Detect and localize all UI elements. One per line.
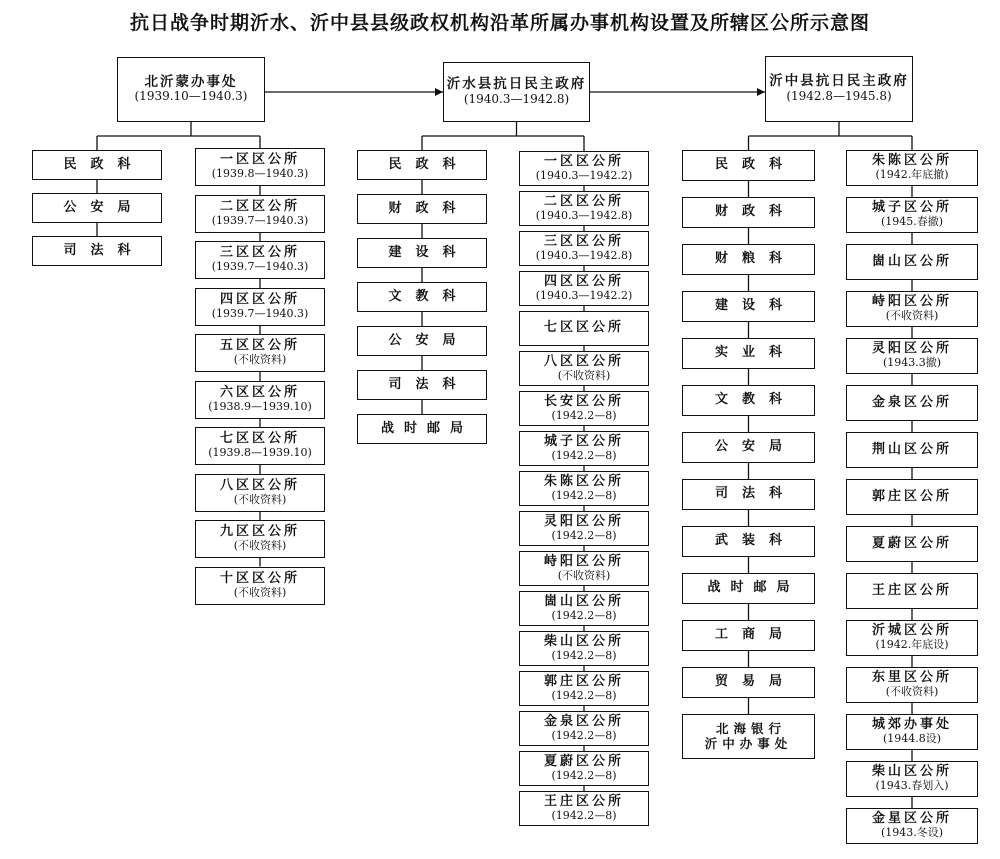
district-box-note: (不收资料) bbox=[233, 585, 287, 599]
department-box-label: 民政科 bbox=[63, 156, 145, 172]
district-box-label: 夏蔚区公所 bbox=[543, 753, 624, 769]
district-box-label: 峙阳区公所 bbox=[871, 294, 952, 310]
district-box-label: 七区区公所 bbox=[219, 431, 300, 447]
district-box-label: 灵阳区公所 bbox=[543, 513, 624, 529]
district-box-note: (1942.2—8) bbox=[551, 688, 617, 702]
district-box-label: 夏蔚区公所 bbox=[871, 535, 952, 551]
department-box bbox=[682, 150, 815, 181]
district-box-label: 十区区公所 bbox=[219, 570, 300, 586]
district-box-label: 郭庄区公所 bbox=[543, 673, 624, 689]
department-box bbox=[682, 526, 815, 557]
district-box-label: 三区区公所 bbox=[219, 245, 300, 261]
district-box bbox=[846, 244, 978, 280]
department-box bbox=[682, 291, 815, 322]
department-box bbox=[357, 414, 487, 444]
district-box bbox=[195, 520, 325, 558]
arrowhead-icon bbox=[435, 88, 443, 96]
department-box-label: 文教科 bbox=[714, 392, 796, 408]
district-box-note: (不收资料) bbox=[233, 353, 287, 367]
district-box-note: (1940.3—1942.2) bbox=[535, 168, 633, 182]
district-box bbox=[846, 573, 978, 609]
district-box bbox=[195, 567, 325, 605]
district-box-note: (1940.3—1942.2) bbox=[535, 288, 633, 302]
department-box-label: 公安局 bbox=[388, 332, 470, 348]
district-box bbox=[195, 427, 325, 465]
district-box-label: 七区区公所 bbox=[543, 320, 624, 336]
district-box bbox=[519, 711, 649, 746]
district-box-note: (1942.年底撤) bbox=[875, 168, 949, 182]
district-box bbox=[846, 338, 978, 374]
government-box-label: 沂水县抗日民主政府 bbox=[446, 76, 587, 93]
district-box-label: 六区区公所 bbox=[219, 384, 300, 400]
department-box bbox=[357, 150, 487, 180]
district-box bbox=[846, 526, 978, 562]
district-box bbox=[846, 432, 978, 468]
district-box bbox=[195, 334, 325, 372]
district-box-note: (1943.冬设) bbox=[880, 826, 944, 840]
district-box-label: 峙阳区公所 bbox=[543, 553, 624, 569]
department-box-label: 司法科 bbox=[388, 376, 470, 392]
district-box bbox=[195, 288, 325, 326]
district-box-label: 五区区公所 bbox=[219, 338, 300, 354]
district-box-label: 一区区公所 bbox=[543, 153, 624, 169]
district-box bbox=[846, 150, 978, 186]
district-box-note: (1942.2—8) bbox=[551, 648, 617, 662]
department-box-label: 公安局 bbox=[63, 199, 145, 215]
district-box-label: 朱陈区公所 bbox=[543, 473, 624, 489]
department-box bbox=[357, 282, 487, 312]
district-box-label: 长安区公所 bbox=[543, 393, 624, 409]
district-box-note: (1939.7—1940.3) bbox=[211, 260, 309, 274]
department-box-label: 财粮科 bbox=[714, 251, 796, 267]
department-box-label: 文教科 bbox=[388, 288, 470, 304]
department-box bbox=[32, 193, 162, 223]
district-box-note: (1942.2—8) bbox=[551, 448, 617, 462]
district-box bbox=[519, 751, 649, 786]
district-box-label: 王庄区公所 bbox=[543, 793, 624, 809]
district-box-note: (1943.春划入) bbox=[875, 779, 949, 793]
district-box-note: (1939.7—1940.3) bbox=[211, 213, 309, 227]
district-box-note: (1940.3—1942.8) bbox=[535, 208, 633, 222]
district-box-label: 荆山区公所 bbox=[871, 441, 952, 457]
department-box bbox=[682, 620, 815, 651]
department-box bbox=[32, 150, 162, 180]
district-box-label: 金泉区公所 bbox=[871, 394, 952, 410]
government-box-note: (1942.8—1945.8) bbox=[786, 88, 892, 103]
department-box bbox=[682, 385, 815, 416]
district-box-label: 东里区公所 bbox=[871, 670, 952, 686]
district-box-note: (1938.9—1939.10) bbox=[208, 399, 312, 413]
district-box bbox=[846, 197, 978, 233]
district-box-label: 金泉区公所 bbox=[543, 713, 624, 729]
district-box bbox=[519, 151, 649, 186]
district-box-label: 四区区公所 bbox=[543, 273, 624, 289]
district-box bbox=[519, 191, 649, 226]
district-box-note: (1942.年底设) bbox=[875, 638, 949, 652]
district-box-note: (不收资料) bbox=[885, 685, 939, 699]
district-box bbox=[519, 551, 649, 586]
department-box-label: 建设科 bbox=[388, 244, 470, 260]
district-box bbox=[519, 591, 649, 626]
government-box-note: (1939.10—1940.3) bbox=[134, 89, 248, 104]
district-box-label: 城子区公所 bbox=[543, 433, 624, 449]
department-box-label: 实业科 bbox=[714, 345, 796, 361]
district-box bbox=[519, 311, 649, 346]
department-box bbox=[32, 236, 162, 266]
department-box bbox=[682, 338, 815, 369]
district-box bbox=[846, 714, 978, 750]
department-box-label: 战时邮局 bbox=[707, 580, 800, 596]
government-box bbox=[765, 56, 913, 122]
district-box-label: 二区区公所 bbox=[219, 198, 300, 214]
district-box-label: 崮山区公所 bbox=[543, 593, 624, 609]
department-box-label: 贸易局 bbox=[714, 674, 796, 690]
district-box bbox=[519, 231, 649, 266]
government-box bbox=[117, 57, 265, 122]
department-box-label: 建设科 bbox=[714, 298, 796, 314]
district-box bbox=[519, 431, 649, 466]
district-box bbox=[519, 671, 649, 706]
district-box bbox=[519, 351, 649, 386]
district-box bbox=[195, 241, 325, 279]
district-box bbox=[846, 620, 978, 656]
district-box-label: 朱陈区公所 bbox=[871, 153, 952, 169]
district-box-note: (不收资料) bbox=[557, 368, 611, 382]
department-box bbox=[682, 479, 815, 510]
district-box-note: (1939.8—1939.10) bbox=[208, 446, 312, 460]
district-box-note: (1945.春撤) bbox=[880, 215, 944, 229]
district-box-note: (1942.2—8) bbox=[551, 608, 617, 622]
district-box bbox=[846, 385, 978, 421]
district-box-label: 八区区公所 bbox=[219, 477, 300, 493]
department-box-label: 司法科 bbox=[714, 486, 796, 502]
district-box-label: 四区区公所 bbox=[219, 291, 300, 307]
district-box-note: (不收资料) bbox=[233, 539, 287, 553]
department-box-label: 财政科 bbox=[714, 204, 796, 220]
department-box-label: 司法科 bbox=[63, 242, 145, 258]
government-box-label: 沂中县抗日民主政府 bbox=[769, 73, 909, 90]
district-box-label: 城子区公所 bbox=[871, 200, 952, 216]
district-box bbox=[519, 631, 649, 666]
arrowhead-icon bbox=[757, 88, 765, 96]
district-box bbox=[846, 291, 978, 327]
district-box bbox=[846, 808, 978, 844]
district-box bbox=[846, 761, 978, 797]
district-box-label: 二区区公所 bbox=[543, 193, 624, 209]
department-box-label: 战时邮局 bbox=[380, 420, 473, 436]
department-box bbox=[682, 244, 815, 275]
department-box-label: 公安局 bbox=[714, 439, 796, 455]
department-box bbox=[357, 194, 487, 224]
district-box-label: 沂城区公所 bbox=[871, 623, 952, 639]
district-box-note: (1944.8设) bbox=[882, 732, 942, 746]
district-box-note: (1942.2—8) bbox=[551, 808, 617, 822]
district-box-label: 一区区公所 bbox=[219, 152, 300, 168]
district-box-note: (1939.7—1940.3) bbox=[211, 306, 309, 320]
district-box-note: (不收资料) bbox=[885, 309, 939, 323]
district-box-note: (1939.8—1940.3) bbox=[211, 167, 309, 181]
department-box bbox=[682, 573, 815, 604]
district-box-label: 八区区公所 bbox=[543, 353, 624, 369]
district-box bbox=[195, 148, 325, 186]
district-box-note: (1942.2—8) bbox=[551, 528, 617, 542]
district-box bbox=[519, 271, 649, 306]
department-box bbox=[682, 432, 815, 463]
department-box-label: 北海银行 bbox=[715, 721, 786, 737]
government-box-label: 北沂蒙办事处 bbox=[144, 73, 238, 90]
district-box-note: (1940.3—1942.8) bbox=[535, 248, 633, 262]
department-box-label: 财政科 bbox=[388, 200, 470, 216]
district-box-label: 柴山区公所 bbox=[871, 764, 952, 780]
department-box-label: 民政科 bbox=[388, 156, 470, 172]
district-box-label: 崮山区公所 bbox=[871, 253, 952, 269]
district-box bbox=[195, 474, 325, 512]
department-box bbox=[682, 714, 815, 759]
department-box bbox=[357, 238, 487, 268]
district-box bbox=[519, 511, 649, 546]
department-box-label: 武装科 bbox=[714, 533, 796, 549]
district-box-label: 柴山区公所 bbox=[543, 633, 624, 649]
department-box-label: 民政科 bbox=[714, 157, 796, 173]
district-box-note: (1942.2—8) bbox=[551, 728, 617, 742]
district-box-note: (1942.2—8) bbox=[551, 768, 617, 782]
department-box bbox=[682, 197, 815, 228]
district-box-note: (1942.2—8) bbox=[551, 408, 617, 422]
district-box-note: (不收资料) bbox=[233, 492, 287, 506]
district-box bbox=[846, 479, 978, 515]
district-box bbox=[846, 667, 978, 703]
district-box bbox=[195, 195, 325, 233]
department-box-label: 工商局 bbox=[714, 627, 796, 643]
district-box-label: 金星区公所 bbox=[871, 811, 952, 827]
district-box-note: (1943.3撤) bbox=[882, 356, 942, 370]
department-box bbox=[357, 326, 487, 356]
district-box-label: 王庄区公所 bbox=[871, 582, 952, 598]
department-box bbox=[357, 370, 487, 400]
government-box bbox=[443, 62, 590, 122]
district-box-label: 灵阳区公所 bbox=[871, 341, 952, 357]
district-box bbox=[519, 791, 649, 826]
government-box-note: (1940.3—1942.8) bbox=[463, 91, 570, 106]
department-box bbox=[682, 667, 815, 698]
department-box-note: 沂中办事处 bbox=[704, 735, 793, 751]
district-box bbox=[519, 391, 649, 426]
district-box-label: 九区区公所 bbox=[219, 524, 300, 540]
district-box bbox=[195, 381, 325, 419]
district-box-note: (不收资料) bbox=[557, 568, 611, 582]
district-box-label: 三区区公所 bbox=[543, 233, 624, 249]
district-box-note: (1942.2—8) bbox=[551, 488, 617, 502]
district-box-label: 城郊办事处 bbox=[871, 717, 952, 733]
page-title: 抗日战争时期沂水、沂中县县级政权机构沿革所属办事机构设置及所辖区公所示意图 bbox=[129, 12, 870, 34]
district-box-label: 郭庄区公所 bbox=[871, 488, 952, 504]
district-box bbox=[519, 471, 649, 506]
